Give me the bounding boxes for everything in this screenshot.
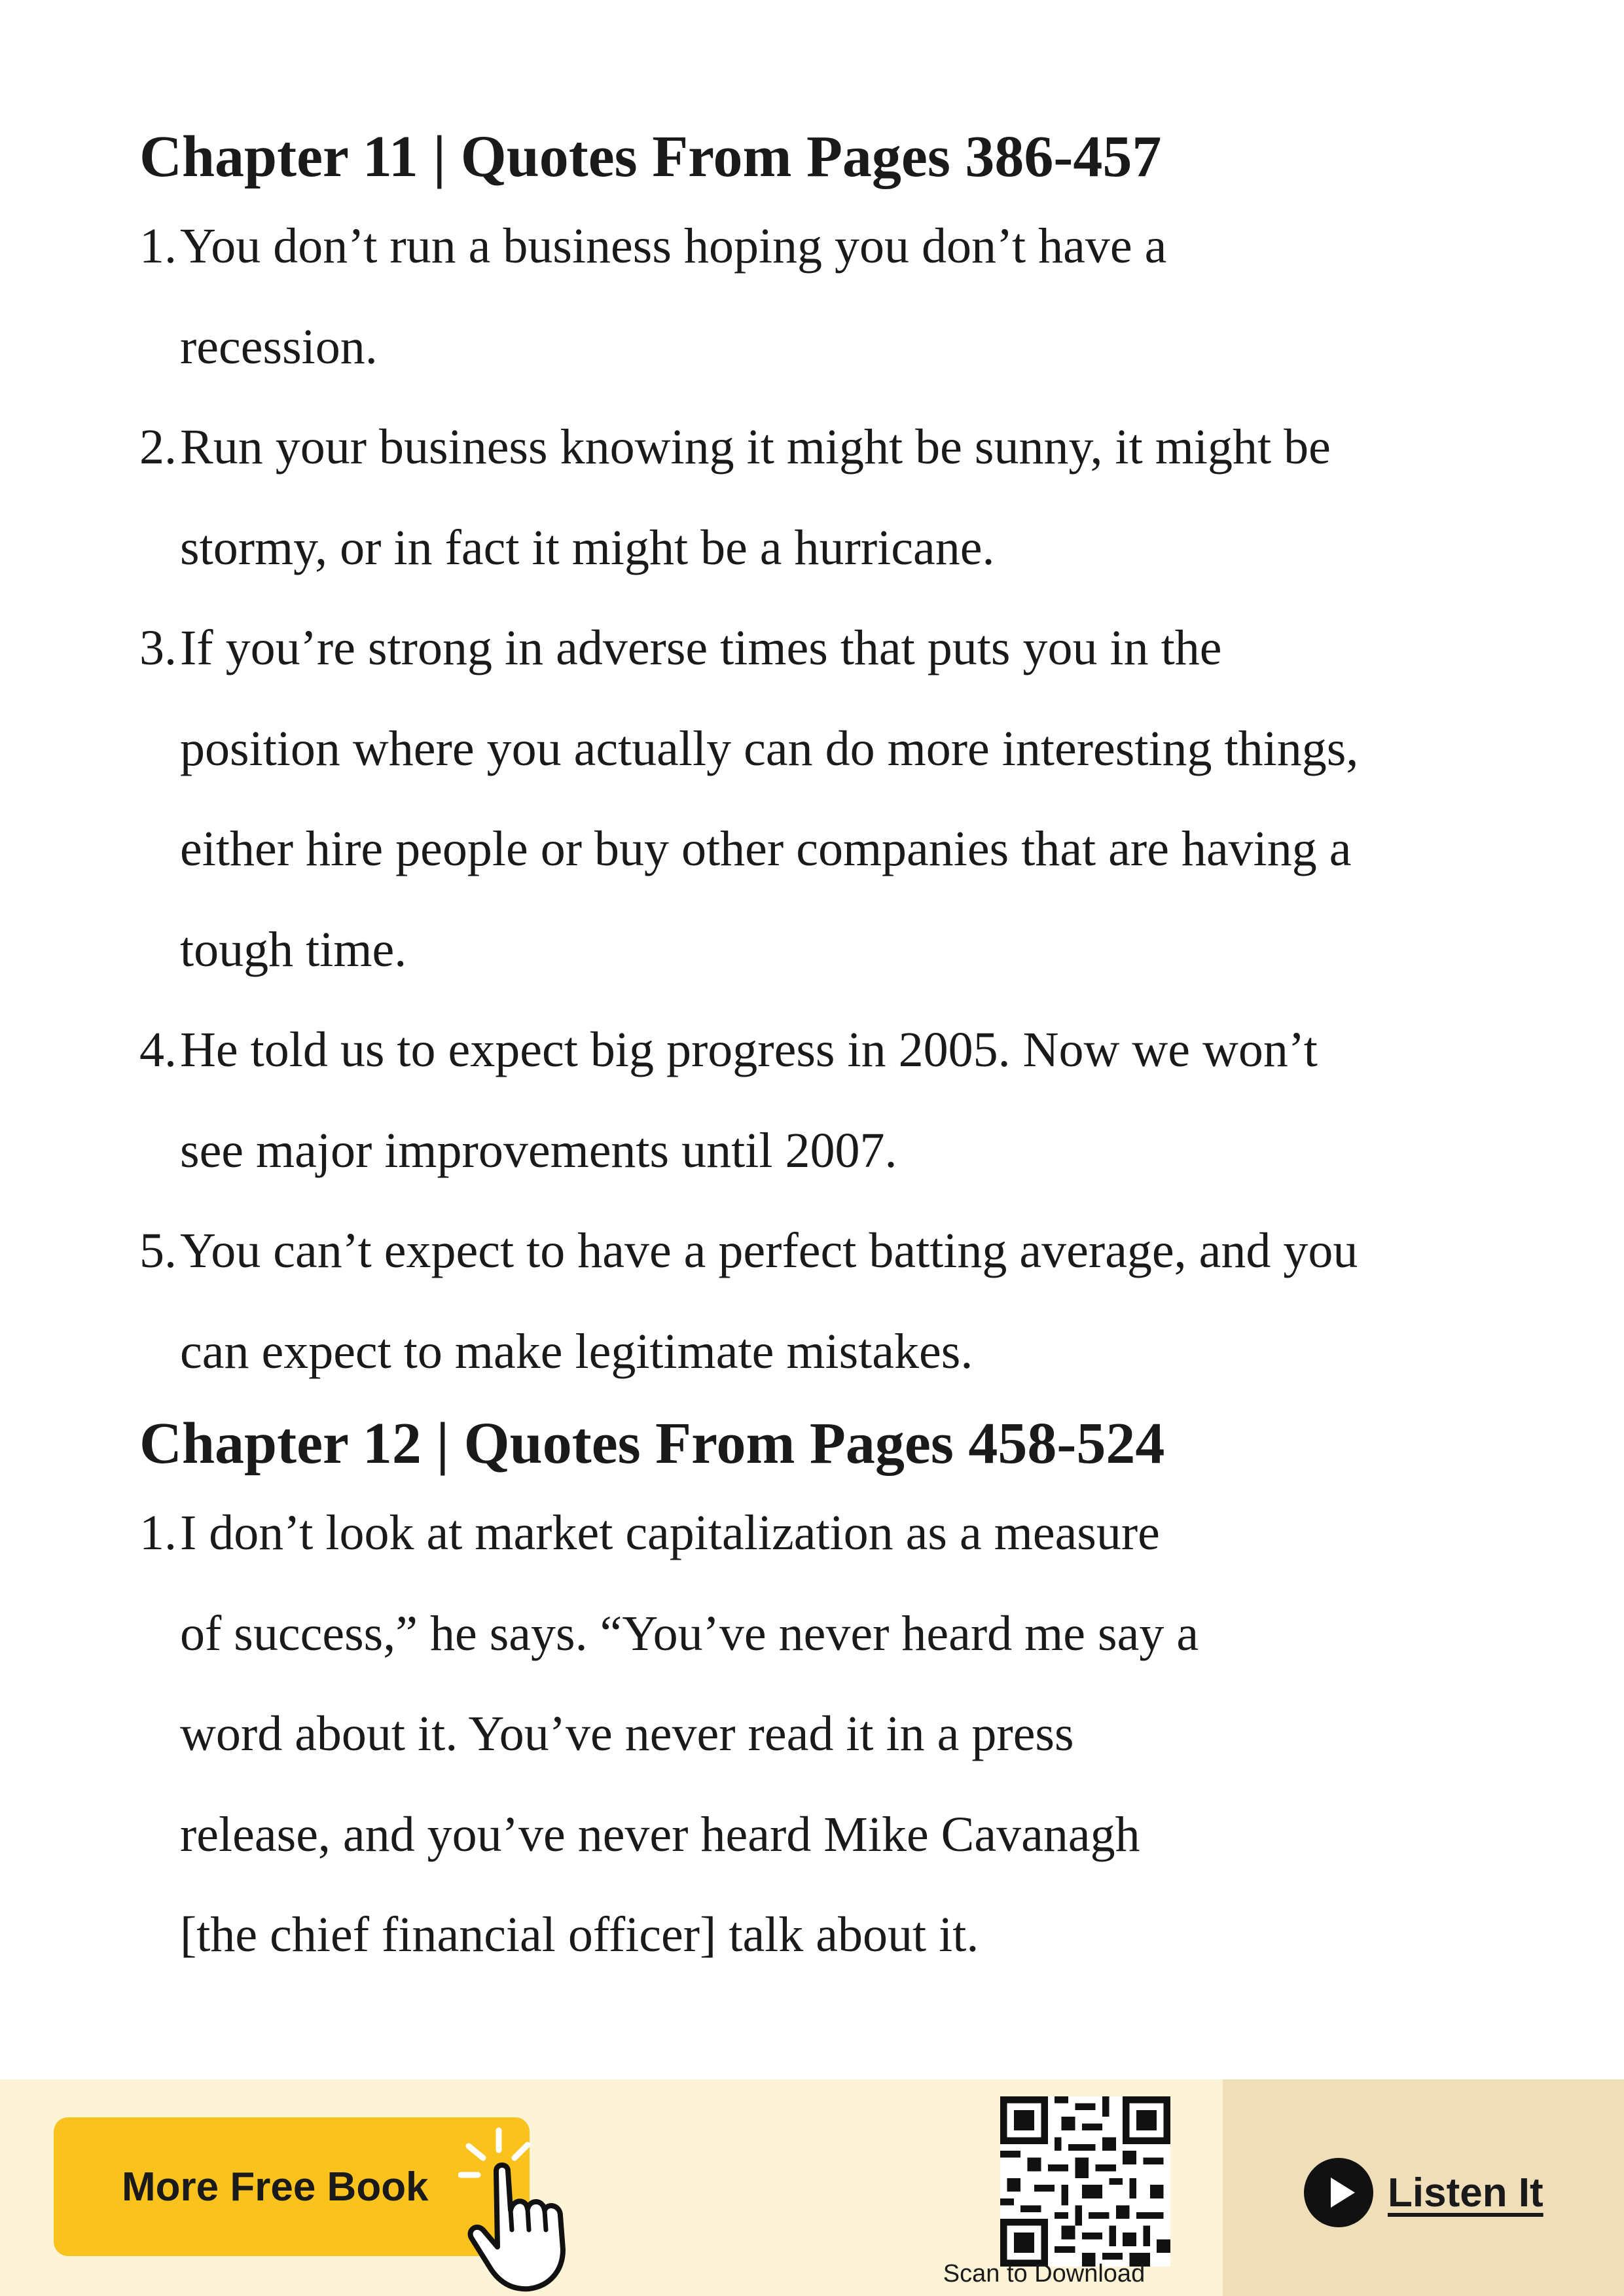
quote-number: 2. xyxy=(139,420,177,475)
quote-number: 1. xyxy=(139,1505,177,1560)
quote-line: release, and you’ve never heard Mike Cavanagh xyxy=(180,1806,1140,1862)
quote-line: tough time. xyxy=(180,922,407,977)
quote-line: see major improvements until 2007. xyxy=(180,1122,897,1178)
quote-line: stormy, or in fact it might be a hurricane. xyxy=(180,520,995,575)
listen-it-label: Listen It xyxy=(1388,2170,1543,2215)
footer-bar xyxy=(0,2079,1624,2296)
chapter-11-title: Chapter 11 | Quotes From Pages 386-457 xyxy=(139,124,1162,189)
page-content xyxy=(139,118,1501,1986)
quote-line: I don’t look at market capitalization as a measure xyxy=(180,1505,1160,1560)
quote-number: 3. xyxy=(139,620,177,675)
listen-it-button[interactable] xyxy=(1303,2157,1543,2229)
quote-line: He told us to expect big progress in 2005. Now we won’t xyxy=(180,1022,1318,1077)
quote-line: can expect to make legitimate mistakes. xyxy=(180,1323,973,1379)
more-free-book-label: More Free Book xyxy=(122,2164,429,2210)
chapter-12-title: Chapter 12 | Quotes From Pages 458-524 xyxy=(139,1411,1165,1476)
chapter-11-quotes xyxy=(139,196,1501,1402)
quote-line: Run your business knowing it might be sunny, it might be xyxy=(180,420,1331,475)
pointing-hand-icon xyxy=(458,2125,622,2295)
chapter-12-quotes xyxy=(139,1483,1501,1986)
qr-caption: Scan to Download xyxy=(943,2260,1146,2287)
quote-item xyxy=(139,1483,1501,1986)
quote-line: If you’re strong in adverse times that puts you in the xyxy=(180,620,1222,675)
qr-code-icon xyxy=(1000,2096,1170,2267)
quote-line: either hire people or buy other companies that are having a xyxy=(180,821,1352,876)
quote-number: 4. xyxy=(139,1022,177,1077)
quote-line: position where you actually can do more interesting things, xyxy=(180,721,1359,776)
quote-item xyxy=(139,598,1501,1000)
quote-line: of success,” he says. “You’ve never heard me say a xyxy=(180,1605,1199,1661)
quote-line: word about it. You’ve never read it in a press xyxy=(180,1706,1074,1761)
quote-line: You can’t expect to have a perfect batting average, and you xyxy=(180,1223,1358,1278)
quote-item xyxy=(139,1201,1501,1402)
quote-line: [the chief financial officer] talk about it. xyxy=(180,1907,979,1962)
quote-number: 1. xyxy=(139,219,177,274)
quote-item xyxy=(139,196,1501,397)
quote-line: recession. xyxy=(180,319,378,374)
quote-item xyxy=(139,397,1501,598)
quote-line: You don’t run a business hoping you don’t have a xyxy=(180,219,1167,274)
quote-item xyxy=(139,1000,1501,1201)
quote-number: 5. xyxy=(139,1223,177,1278)
play-icon xyxy=(1303,2157,1375,2229)
